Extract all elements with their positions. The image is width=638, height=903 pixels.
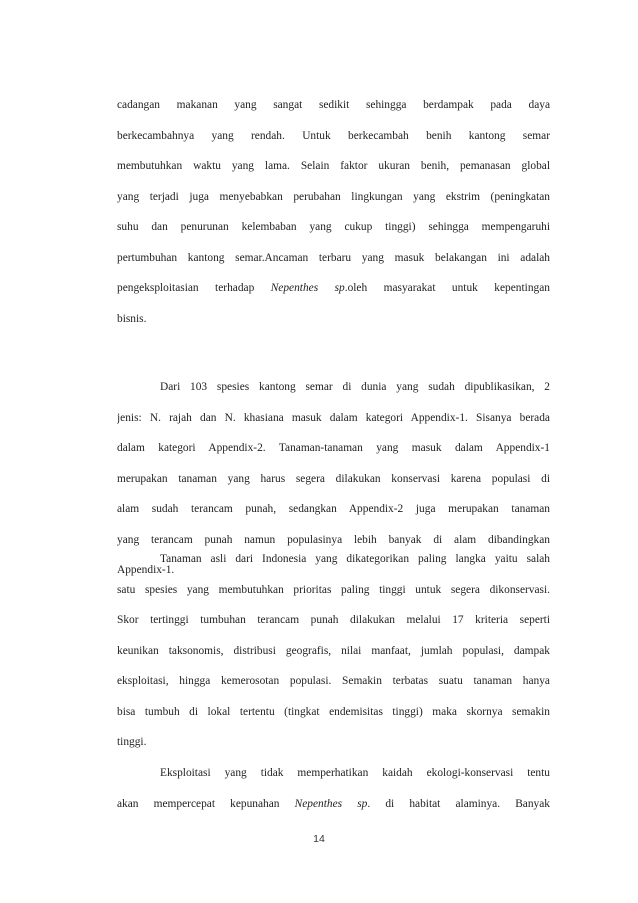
text-line: Tanaman asli dari Indonesia yang dikategorikan paling langka yaitu salah: [160, 553, 550, 565]
species-name: Nepenthes sp: [270, 282, 345, 294]
text-line: cadangan makanan yang sangat sedikit sehingga berdampak pada daya: [117, 99, 550, 111]
text-line: jenis: N. rajah dan N. khasiana masuk dalam kategori Appendix-1. Sisanya berada: [117, 411, 550, 424]
text-line: akan mempercepat kepunahan Nepenthes sp. di habitat alaminya. Banyak: [117, 797, 550, 810]
text-line: merupakan tanaman yang harus segera dilakukan konservasi karena populasi di: [117, 472, 550, 485]
text-line: pengeksploitasian terhadap Nepenthes sp.oleh masyarakat untuk kepentingan: [117, 282, 550, 294]
text-line: bisnis.: [117, 312, 147, 325]
text-line: alam sudah terancam punah, sedangkan Appendix-2 juga merupakan tanaman: [117, 503, 550, 515]
text-line: pertumbuhan kantong semar.Ancaman terbaru yang masuk belakangan ini adalah: [117, 251, 550, 264]
text-line: yang terjadi juga menyebabkan perubahan lingkungan yang ekstrim (peningkatan: [117, 190, 550, 203]
text-line: membutuhkan waktu yang lama. Selain faktor ukuran benih, pemanasan global: [117, 160, 550, 172]
text-line: tinggi.: [117, 736, 147, 748]
text-line: eksploitasi, hingga kemerosotan populasi. Semakin terbatas suatu tanaman hanya: [117, 675, 550, 687]
text-line: keunikan taksonomis, distribusi geografis, nilai manfaat, jumlah populasi, dampak: [117, 644, 550, 657]
page-number: 14: [313, 833, 325, 845]
text-line: suhu dan penurunan kelembaban yang cukup tinggi) sehingga mempengaruhi: [117, 221, 550, 233]
text-line: satu spesies yang membutuhkan prioritas paling tinggi untuk segera dikonservasi.: [117, 583, 550, 596]
text-line: berkecambahnya yang rendah. Untuk berkecambah benih kantong semar: [117, 129, 550, 142]
text-line: Skor tertinggi tumbuhan terancam punah dilakukan melalui 17 kriteria seperti: [117, 614, 550, 626]
text-line: bisa tumbuh di lokal tertentu (tingkat endemisitas tinggi) maka skornya semakin: [117, 705, 550, 718]
text-line: Eksploitasi yang tidak memperhatikan kaidah ekologi-konservasi tentu: [160, 767, 550, 779]
text-line: dalam kategori Appendix-2. Tanaman-tanaman yang masuk dalam Appendix-1: [117, 442, 550, 454]
species-name: Nepenthes sp: [294, 797, 368, 810]
text-line: Dari 103 spesies kantong semar di dunia yang sudah dipublikasikan, 2: [160, 381, 550, 393]
text-line: Appendix-1.: [117, 564, 175, 576]
text-line: yang terancam punah namun populasinya lebih banyak di alam dibandingkan: [117, 533, 550, 546]
